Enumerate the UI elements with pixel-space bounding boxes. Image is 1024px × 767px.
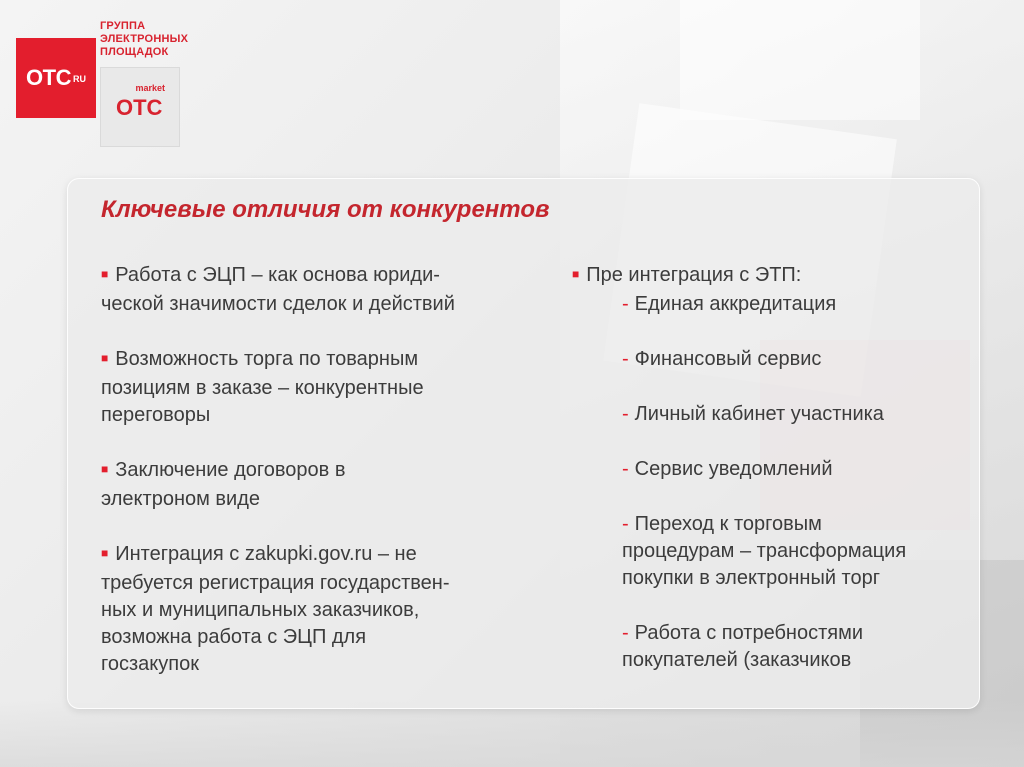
dash-icon: - [622,403,629,425]
otc-logo-text: OTC [26,65,71,90]
list-item-text: требуется регистрация государствен- [101,572,450,594]
otc-logo [16,38,96,118]
list-item-text: электроном виде [101,488,261,510]
market-logo-small: market [135,83,165,93]
list-heading-text: Пре интеграция с ЭТП: [586,264,802,286]
list-item [101,262,521,318]
left-column [101,262,521,706]
list-item-text: ческой значимости сделок и действий [101,293,455,315]
otc-logo-suffix: RU [72,74,86,84]
bullet-icon: ■ [572,267,580,281]
bullet-icon: ■ [101,267,109,281]
list-item-text: возможна работа с ЭЦП для [101,626,367,648]
sub-item-text: покупателей (заказчиков [622,649,852,671]
sub-item-text: Личный кабинет участника [634,403,884,425]
list-item-text: Интеграция с zakupki.gov.ru – не [115,543,417,565]
list-item [101,541,521,678]
background-shape [680,0,920,120]
sub-item [572,456,972,483]
list-item-heading [572,262,972,291]
group-name [100,20,188,59]
sub-item-text: Переход к торговым [634,513,822,535]
sub-item-text: покупки в электронный торг [622,567,881,589]
sub-item-text: процедурам – трансформация [622,540,907,562]
right-column [572,262,972,702]
slide-title: Ключевые отличия от конкурентов [101,196,550,223]
sub-item-text: Финансовый сервис [634,348,822,370]
bullet-icon: ■ [101,546,109,560]
list-item [101,346,521,429]
dash-icon: - [622,348,629,370]
list-item-text: переговоры [101,404,211,426]
background-shape [0,700,1024,767]
group-name-line: ЭЛЕКТРОННЫХ [100,33,189,45]
list-item-text: ных и муниципальных заказчиков, [101,599,420,621]
sub-item [572,620,972,674]
list-item-text: Работа с ЭЦП – как основа юриди- [115,264,440,286]
list-item-text: Заключение договоров в [115,459,346,481]
sub-item [572,346,972,373]
market-otc-logo [100,67,180,147]
dash-icon: - [622,293,629,315]
dash-icon: - [622,622,629,644]
sub-item [572,511,972,592]
sub-item-text: Работа с потребностями [634,622,864,644]
list-item-text: позициям в заказе – конкурентные [101,377,424,399]
list-item-text: госзакупок [101,653,199,675]
sub-item-text: Сервис уведомлений [634,458,833,480]
group-name-line: ПЛОЩАДОК [100,46,169,58]
list-item [101,457,521,513]
dash-icon: - [622,458,629,480]
list-item-text: Возможность торга по товарным [115,348,419,370]
sub-item [572,291,972,318]
sub-item-text: Единая аккредитация [634,293,837,315]
sub-item [572,401,972,428]
group-name-line: ГРУППА [100,20,146,32]
market-logo-big: OTC [116,95,163,120]
dash-icon: - [622,513,629,535]
bullet-icon: ■ [101,462,109,476]
bullet-icon: ■ [101,351,109,365]
